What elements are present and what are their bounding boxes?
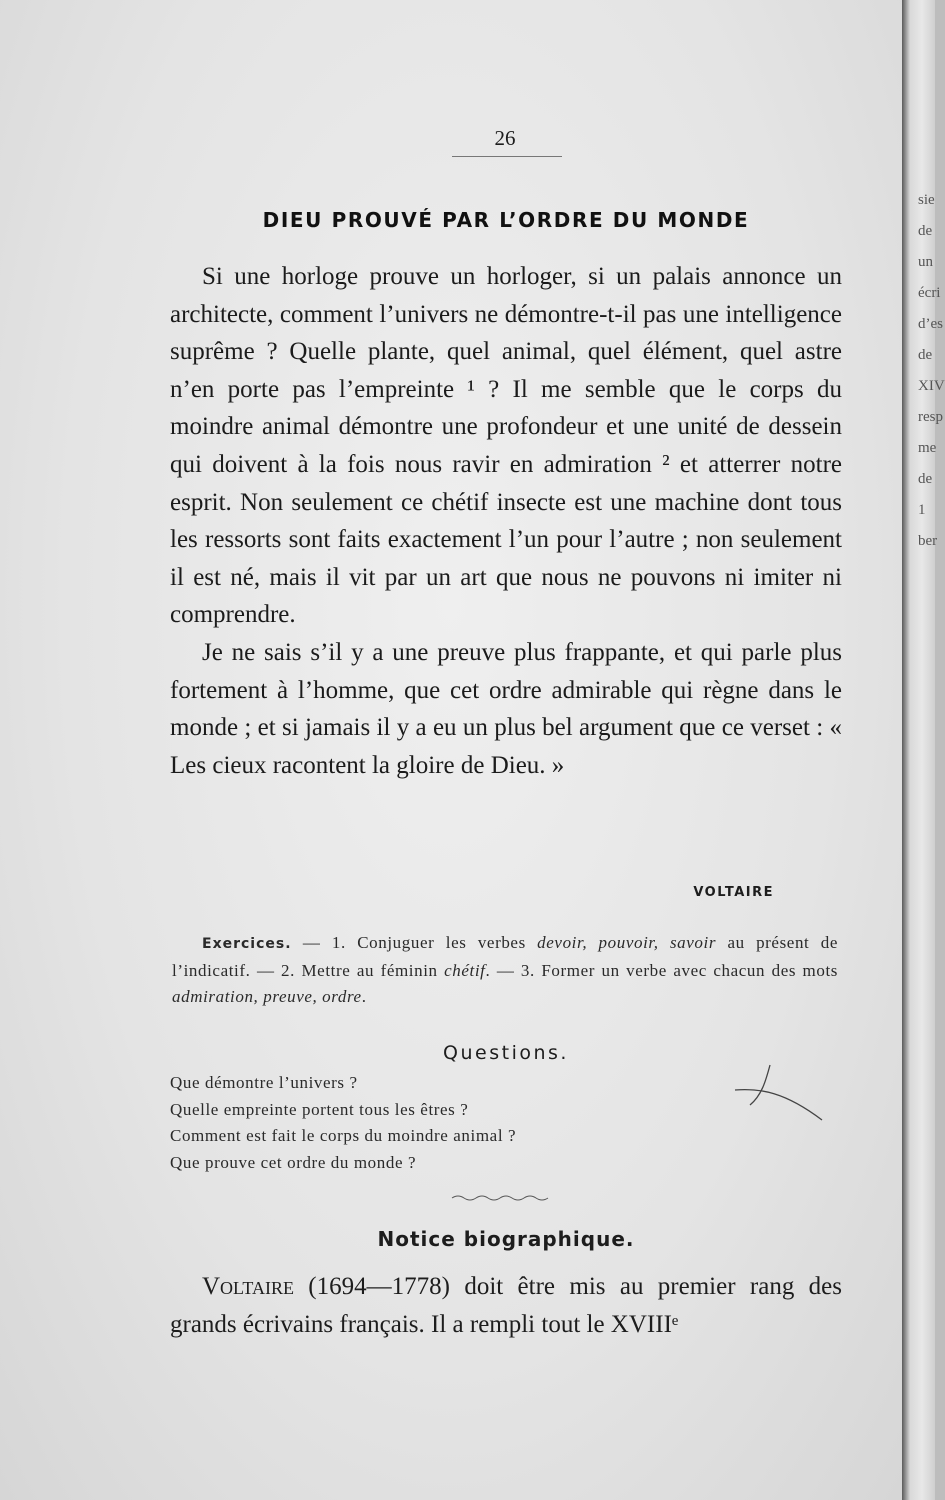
exercises-words: admiration, preuve, ordre bbox=[172, 987, 362, 1006]
exercises-part-3: . — 3. Former un verbe avec chacun des mots bbox=[485, 960, 839, 980]
fragment: de bbox=[918, 471, 933, 487]
fragment: de bbox=[918, 347, 933, 363]
question-item: Que démontre l’univers ? bbox=[170, 1073, 358, 1092]
question-item: Comment est fait le corps du moindre animal ? bbox=[170, 1126, 517, 1145]
question-item: Quelle empreinte portent tous les êtres ? bbox=[170, 1099, 469, 1119]
questions-list bbox=[170, 1070, 690, 1176]
exercises-part-1: — 1. Conjuguer les verbes bbox=[291, 933, 538, 952]
page-number-rule bbox=[452, 156, 562, 157]
question-item: Que prouve cet ordre du monde ? bbox=[170, 1152, 417, 1172]
questions-heading: Questions. bbox=[443, 1042, 569, 1064]
fragment: 1 bbox=[918, 502, 926, 518]
exercises-label: Exercices. bbox=[202, 936, 292, 952]
exercises-feminine-word: chétif bbox=[444, 960, 486, 980]
notice-heading: Notice biographique. bbox=[377, 1227, 635, 1251]
fragment: de bbox=[918, 223, 933, 239]
page-number: 26 bbox=[494, 126, 516, 150]
fragment: resp bbox=[918, 409, 943, 425]
paragraph-1: Si une horloge prouve un horloger, si un palais annonce un architecte, comment l’univers ne démontre-t-il pas une intelligence suprême ? Quelle plante, quel animal, quel élément, quel astre n’en porte pas l’empreinte ¹ ? Il me semble que le corps du moindre animal démontre une profondeur et une unité de dessein qui doivent à la fois nous ravir en admiration ² et atterrer notre esprit. Non seulement ce chétif insecte est une machine dont tous les ressorts sont faits exactement l’un pour l’autre ; non seulement il est né, mais il vit par un art que nous ne pouvons ni imiter ni comprendre. bbox=[170, 263, 842, 629]
exercises-part-4: . bbox=[361, 987, 367, 1006]
paragraph-2: Je ne sais s’il y a une preuve plus frappante, et qui parle plus fortement à l’homme, que cet ordre admirable qui règne dans le monde ; et si jamais il y a eu un plus bel argument que ce verset : « Les cieux racontent la gloire de Dieu. » bbox=[170, 638, 842, 779]
main-text bbox=[170, 258, 842, 784]
chapter-title: DIEU PROUVÉ PAR L’ORDRE DU MONDE bbox=[262, 208, 750, 232]
fragment: d’es bbox=[918, 316, 943, 332]
notice-text bbox=[170, 1268, 842, 1343]
fragment: un bbox=[918, 254, 933, 270]
fragment: écri bbox=[918, 285, 941, 301]
fragment: me bbox=[918, 440, 937, 456]
notice-body: (1694—1778) doit être mis au premier rang des grands écrivains français. Il a rempli tout le XVIIIᵉ bbox=[170, 1273, 842, 1338]
exercises-block bbox=[172, 930, 838, 1011]
author-name: VOLTAIRE bbox=[693, 885, 774, 900]
notice-author-name: Voltaire bbox=[202, 1273, 294, 1300]
fragment: sie bbox=[918, 192, 935, 208]
pencil-mark bbox=[730, 1060, 830, 1130]
section-divider-ornament bbox=[452, 1193, 552, 1203]
exercises-part-2: au présent de l’indicatif. — 2. Mettre au féminin bbox=[172, 933, 838, 980]
fragment: XIV bbox=[918, 378, 945, 394]
adjacent-page-fragments bbox=[918, 185, 945, 557]
exercises-verbs: devoir, pouvoir, savoir bbox=[537, 933, 717, 952]
fragment: ber bbox=[918, 533, 938, 549]
